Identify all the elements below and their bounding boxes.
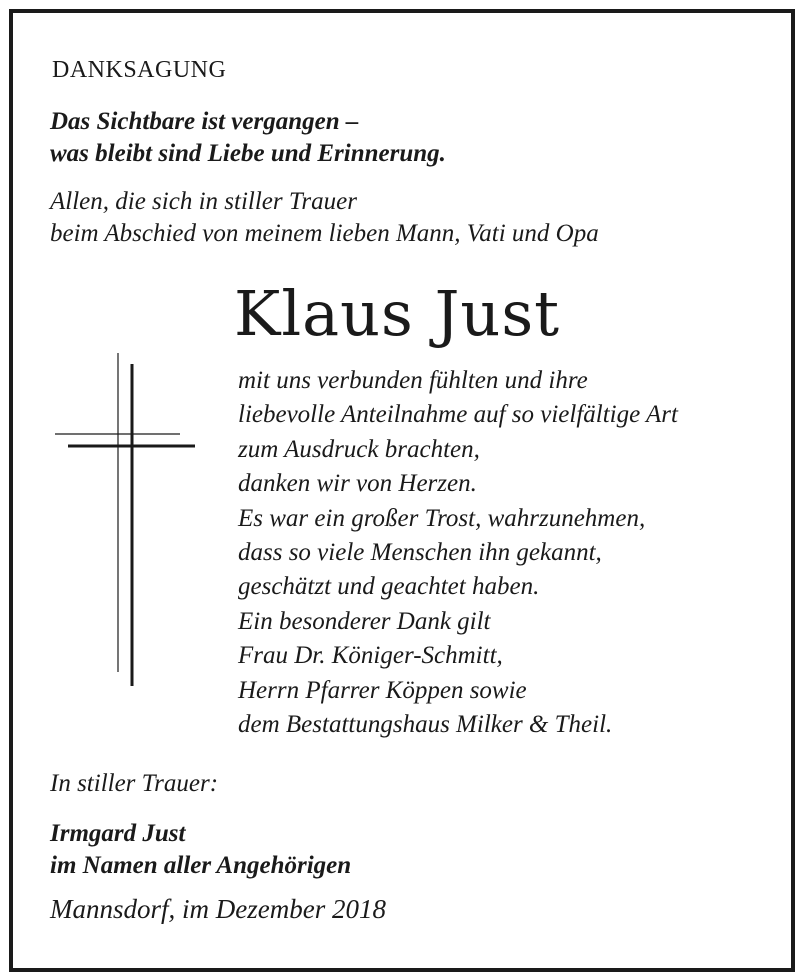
motto-line: was bleibt sind Liebe und Erinnerung.	[50, 140, 446, 167]
signer-name: Irmgard Just	[50, 820, 186, 847]
body-line: dass so viele Menschen ihn gekannt,	[238, 539, 602, 567]
motto	[50, 106, 446, 170]
body-line: zum Ausdruck brachten,	[238, 435, 480, 463]
body-line: Frau Dr. Königer-Schmitt,	[238, 642, 503, 670]
intro-text	[50, 186, 599, 250]
signers	[50, 818, 351, 882]
closing-line: In stiller Trauer:	[50, 770, 219, 797]
body-line: Herrn Pfarrer Köppen sowie	[238, 676, 527, 704]
body-line: geschätzt und geachtet haben.	[238, 573, 540, 601]
body-line: liebevolle Anteilnahme auf so vielfältige Art	[238, 401, 678, 429]
body-line: Ein besonderer Dank gilt	[238, 607, 491, 635]
body-line: danken wir von Herzen.	[238, 470, 477, 498]
intro-line: Allen, die sich in stiller Trauer	[50, 188, 357, 215]
signer-note: im Namen aller Angehörigen	[50, 852, 352, 879]
thanks-body	[238, 364, 678, 742]
notice-heading: DANKSAGUNG	[52, 57, 227, 83]
intro-line: beim Abschied von meinem lieben Mann, Vati und Opa	[50, 220, 599, 247]
body-line: dem Bestattungshaus Milker & Theil.	[238, 711, 613, 739]
place-date: Mannsdorf, im Dezember 2018	[50, 894, 386, 924]
motto-line: Das Sichtbare ist vergangen –	[50, 108, 359, 135]
body-line: Es war ein großer Trost, wahrzunehmen,	[238, 504, 646, 532]
deceased-name: Klaus Just	[234, 277, 561, 350]
cross-icon	[50, 350, 200, 690]
body-line: mit uns verbunden fühlten und ihre	[238, 367, 588, 394]
